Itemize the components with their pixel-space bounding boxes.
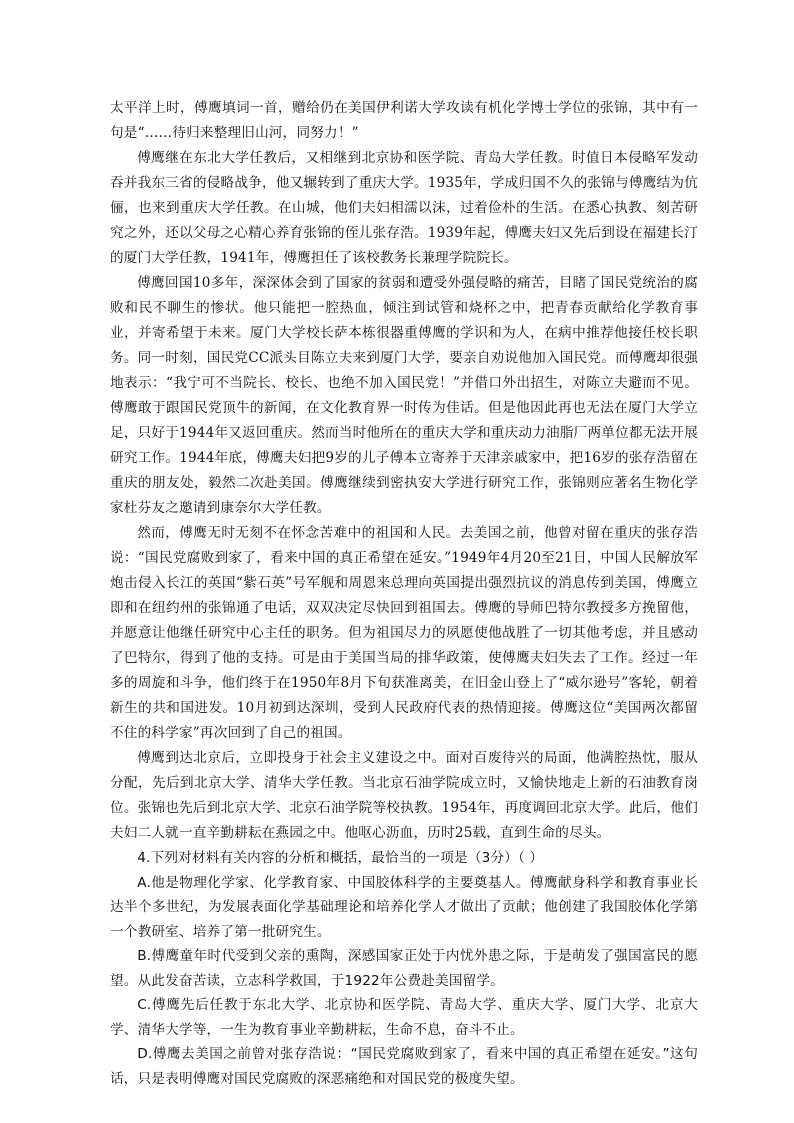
option-c: C.傅鹰先后任教于东北大学、北京协和医学院、青岛大学、重庆大学、厦门大学、北京大学、清华大学等，一生为教育事业辛勤耕耘，生命不息，奋斗不止。: [110, 997, 698, 1038]
passage-paragraph-4: 然而，傅鹰无时无刻不在怀念苦难中的祖国和人民。去美国之前，他曾对留在重庆的张存浩说：“国民党腐败到家了，看来中国的真正希望在延安。”1949年4月20至21日，中国人民解放军炮击侵入长江的英国“紫石英”号军舰和周恩来总理向英国提出强烈抗议的消息传到美国，傅鹰立即和在纽约州的张锦通了电话，双双决定尽快回到祖国去。傅鹰的导师巴特尔教授多方挽留他，并愿意让他继任研究中心主任的职务。但为祖国尽力的夙愿使他战胜了一切其他考虑，并且感动了巴特尔，得到了他的支持。可是由于美国当局的排华政策，使傅鹰夫妇失去了工作。经过一年多的周旋和斗争，他们终于在1950年8月下旬获准离美，在旧金山登上了“威尔逊号”客轮，朝着新生的共和国进发。10月初到达深圳，受到人民政府代表的热情迎接。傅鹰这位“美国两次都留不住的科学家”再次回到了自己的祖国。: [110, 525, 698, 741]
passage-paragraph-3: 傅鹰回国10多年，深深体会到了国家的贫弱和遭受外强侵略的痛苦，目睹了国民党统治的腐败和民不聊生的惨状。他只能把一腔热血，倾注到试管和烧杯之中，把青春贡献给化学教育事业，并寄希望于未来。厦门大学校长萨本栋很器重傅鹰的学识和为人，在病中推荐他接任校长职务。同一时刻，国民党CC派头目陈立夫来到厦门大学，要亲自劝说他加入国民党。而傅鹰却很强地表示：“我宁可不当院长、校长、也绝不加入国民党！”并借口外出招生，对陈立夫避而不见。傅鹰敢于跟国民党顶牛的新闻，在文化教育界一时传为佳话。但是他因此再也无法在厦门大学立足，只好于1944年又返回重庆。然而当时他所在的重庆大学和重庆动力油脂厂两单位都无法开展研究工作。1944年底，傅鹰夫妇把9岁的儿子傅本立寄养于天津亲戚家中，把16岁的张存浩留在重庆的朋友处，毅然二次赴美国。傅鹰继续到密执安大学进行研究工作，张锦则应著名生物化学家杜芬友之邀请到康奈尔大学任教。: [110, 275, 698, 516]
option-a: A.他是物理化学家、化学教育家、中国胶体科学的主要奠基人。傅鹰献身科学和教育事业长达半个多世纪，为发展表面化学基础理论和培养化学人才做出了贡献；他创建了我国胶体化学第一个教研室、培养了第一批研究生。: [110, 874, 698, 940]
question-block: [110, 846, 698, 1091]
passage-paragraph-5: 傅鹰到达北京后，立即投身于社会主义建设之中。面对百废待兴的局面，他满腔热忱，服从分配，先后到北京大学、清华大学任教。当北京石油学院成立时，又愉快地走上新的石油教育岗位。张锦也先后到北京大学、北京石油学院等校执教。1954年，再度调回北京大学。此后，他们夫妇二人就一直辛勤耕耘在燕园之中。他呕心沥血，历时25载，直到生命的尽头。: [110, 750, 698, 841]
option-d: D.傅鹰去美国之前曾对张存浩说：“国民党腐败到家了，看来中国的真正希望在延安。”这句话，只是表明傅鹰对国民党腐败的深恶痛绝和对国民党的极度失望。: [110, 1046, 698, 1087]
option-b: B.傅鹰童年时代受到父亲的熏陶，深感国家正处于内忧外患之际，于是萌发了强国富民的愿望。从此发奋苦读，立志科学救国，于1922年公费赴美国留学。: [110, 948, 698, 989]
passage: [110, 96, 698, 846]
passage-paragraph-2: 傅鹰继在东北大学任教后，又相继到北京协和医学院、青岛大学任教。时值日本侵略军发动吞并我东三省的侵略战争，他又辗转到了重庆大学。1935年，学成归国不久的张锦与傅鹰结为伉俪，也来到重庆大学任教。在山城，他们夫妇相濡以沫，过着俭朴的生活。在悉心执教、刻苦研究之外，还以父母之心精心养育张锦的侄儿张存浩。1939年起，傅鹰夫妇又先后到设在福建长汀的厦门大学任教，1941年，傅鹰担任了该校教务长兼理学院院长。: [110, 150, 698, 266]
passage-paragraph-1: 太平洋上时，傅鹰填词一首，赠给仍在美国伊利诺大学攻读有机化学博士学位的张锦，其中有一句是“……待归来整理旧山河，同努力！”: [110, 100, 698, 141]
question-stem: 4.下列对材料有关内容的分析和概括，最恰当的一项是（3分）（ ）: [137, 850, 544, 866]
